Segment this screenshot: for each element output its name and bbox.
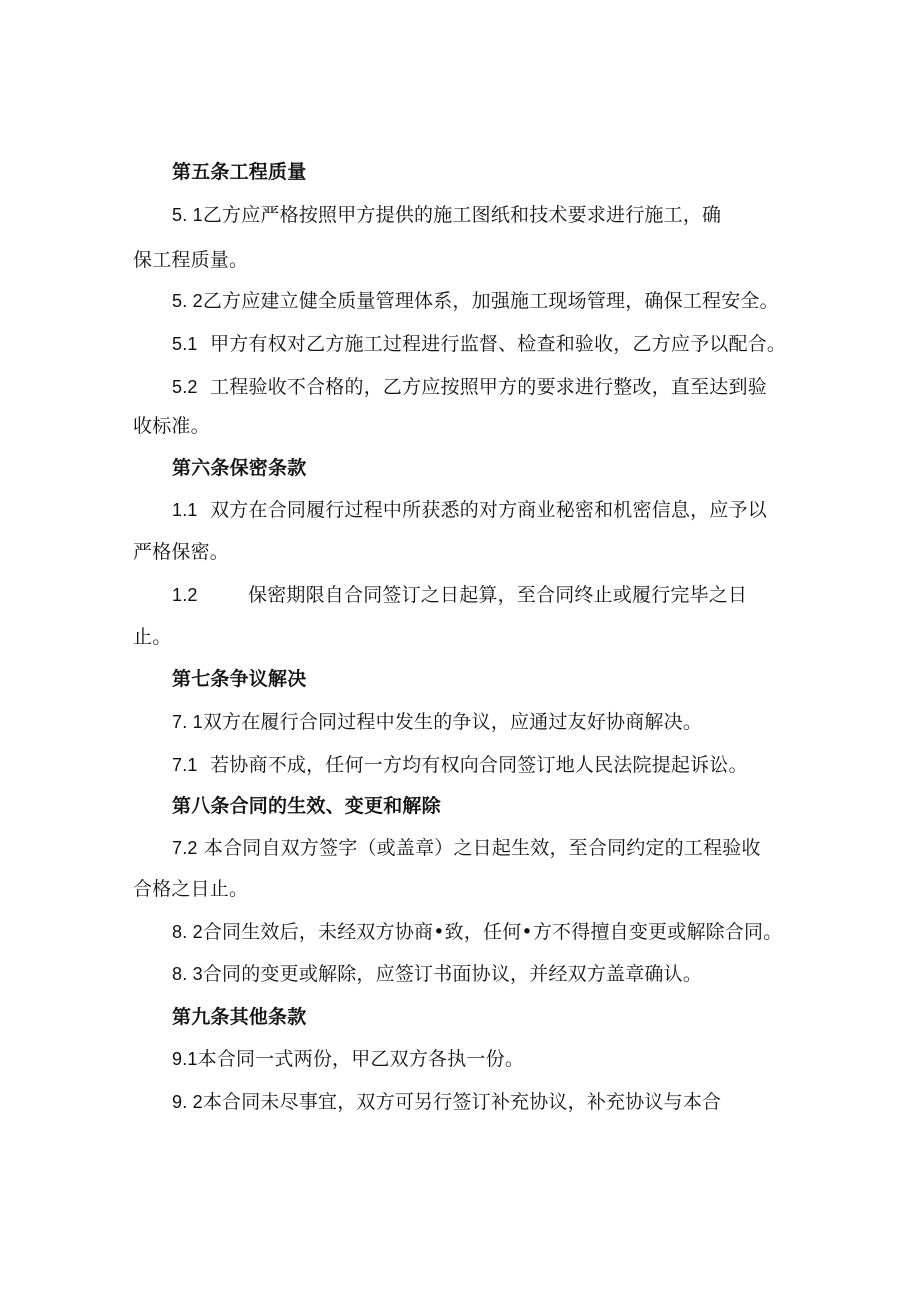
clause-number: 1.2 — [172, 585, 198, 605]
clause-text: 本合同一式两份，甲乙双方各执一份。 — [197, 1048, 525, 1070]
clause-text: 本合同未尽事宜，双方可另行签订补充协议，补充协议与本合 — [202, 1091, 722, 1113]
clause-text: 合同生效后，未经双方协商•致，任何•方不得擅自变更或解除合同。 — [202, 921, 783, 943]
section-8-heading: 第八条合同的生效、变更和解除 — [172, 795, 441, 817]
section-6-heading: 第六条保密条款 — [172, 457, 307, 479]
clause-6-2 — [172, 583, 198, 607]
clause-5-2b-continuation: 收标准。 — [133, 415, 210, 437]
clause-5-1 — [172, 203, 721, 227]
clause-number: 8. 2 — [172, 922, 203, 942]
clause-5-1-continuation: 保工程质量。 — [133, 249, 249, 271]
clause-7-1b — [172, 753, 748, 777]
clause-5-1b — [172, 332, 786, 356]
clause-9-1 — [172, 1047, 524, 1071]
clause-8-3 — [172, 962, 702, 986]
clause-7-2-continuation: 合格之日止。 — [133, 878, 249, 900]
clause-text: 工程验收不合格的，乙方应按照甲方的要求进行整改，直至达到验 — [210, 376, 767, 398]
clause-number: 5. 2 — [172, 291, 203, 311]
clause-6-2-text: 保密期限自合同签订之日起算，至合同终止或履行完毕之日 — [248, 584, 748, 606]
clause-text: 本合同自双方签字（或盖章）之日起生效，至合同约定的工程验收 — [203, 837, 761, 859]
clause-number: 7.1 — [172, 755, 198, 775]
clause-9-2 — [172, 1090, 721, 1114]
section-7-heading: 第七条争议解决 — [172, 668, 307, 690]
section-5-heading: 第五条工程质量 — [172, 161, 307, 183]
clause-number: 1.1 — [172, 500, 198, 520]
clause-number: 7. 1 — [172, 712, 203, 732]
clause-7-2 — [172, 836, 761, 860]
clause-number: 8. 3 — [172, 964, 203, 984]
clause-number: 7.2 — [172, 838, 198, 858]
clause-7-1 — [172, 710, 702, 734]
clause-number: 5.1 — [172, 334, 198, 354]
clause-text: 甲方有权对乙方施工过程进行监督、检查和验收，乙方应予以配合。 — [210, 333, 787, 355]
clause-number: 9. 2 — [172, 1092, 203, 1112]
clause-5-2 — [172, 289, 779, 313]
clause-number: 9.1 — [172, 1049, 198, 1069]
clause-text: 双方在履行合同过程中发生的争议，应通过友好协商解决。 — [202, 711, 703, 733]
clause-5-2b — [172, 375, 767, 399]
clause-text: 乙方应建立健全质量管理体系，加强施工现场管理，确保工程安全。 — [202, 290, 779, 312]
clause-6-1-continuation: 严格保密。 — [133, 541, 230, 563]
clause-6-2-continuation: 止。 — [133, 626, 172, 648]
section-9-heading: 第九条其他条款 — [172, 1006, 307, 1028]
clause-8-2 — [172, 920, 782, 944]
clause-text: 乙方应严格按照甲方提供的施工图纸和技术要求进行施工，确 — [202, 204, 722, 226]
clause-6-1 — [172, 498, 767, 522]
clause-text: 合同的变更或解除，应签订书面协议，并经双方盖章确认。 — [202, 963, 703, 985]
clause-text: 双方在合同履行过程中所获悉的对方商业秘密和机密信息，应予以 — [210, 499, 767, 521]
clause-text: 若协商不成，任何一方均有权向合同签订地人民法院提起诉讼。 — [210, 754, 748, 776]
clause-number: 5.2 — [172, 377, 198, 397]
clause-number: 5. 1 — [172, 205, 203, 225]
